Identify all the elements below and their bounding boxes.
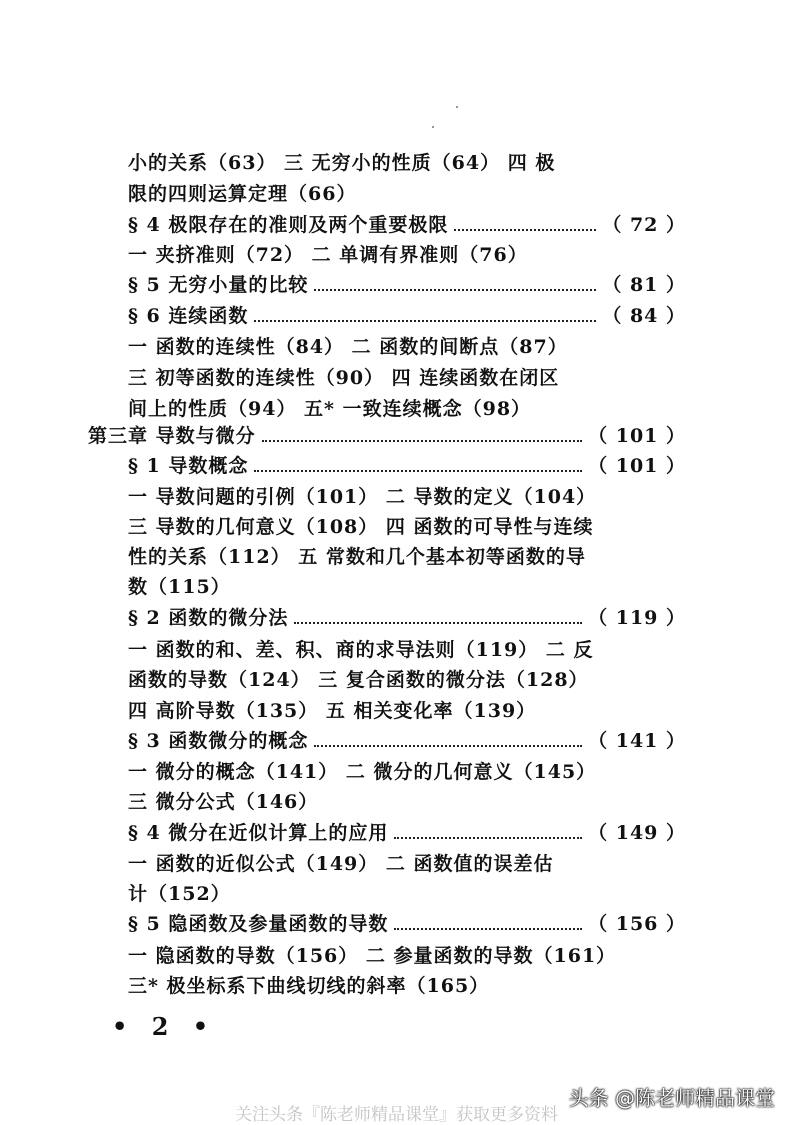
toc-entry-section (128, 606, 686, 630)
toc-entry-section (128, 454, 686, 478)
dot-leader (294, 622, 582, 624)
dot-leader (254, 320, 596, 322)
toc-text-line: 一 函数的连续性（84） 二 函数的间断点（87） (128, 336, 568, 358)
toc-entry-page: （ 119 ） (588, 607, 686, 629)
toc-entry-page: （ 156 ） (588, 913, 686, 935)
toc-text-line: 三 微分公式（146） (128, 791, 319, 813)
toc-text-line: 计（152） (128, 883, 231, 905)
dot-leader (262, 440, 582, 442)
toc-text-line: 三* 极坐标系下曲线切线的斜率（165） (128, 975, 490, 997)
toc-entry-label: § 2 函数的微分法 (128, 607, 289, 629)
toc-text-line: 一 函数的近似公式（149） 二 函数值的误差估 (128, 853, 554, 875)
dot-leader (394, 928, 582, 930)
dot-leader (454, 229, 596, 231)
dot-leader (314, 289, 596, 291)
toc-text-line: 一 隐函数的导数（156） 二 参量函数的导数（161） (128, 945, 617, 967)
toc-text-line: 性的关系（112） 五 常数和几个基本初等函数的导 (128, 546, 586, 568)
toc-text-line: 限的四则运算定理（66） (128, 183, 357, 205)
toc-entry-label: § 4 极限存在的准则及两个重要极限 (128, 214, 449, 236)
toc-entry-label: 第三章 导数与微分 (88, 425, 256, 447)
toc-entry-page: （ 81 ） (602, 274, 686, 296)
toc-entry-label: § 5 隐函数及参量函数的导数 (128, 913, 389, 935)
toc-entry-section (128, 273, 686, 297)
toc-entry-label: § 5 无穷小量的比较 (128, 274, 309, 296)
toc-text-line: 三 初等函数的连续性（90） 四 连续函数在闭区 (128, 367, 560, 389)
toc-entry-label: § 3 函数微分的概念 (128, 730, 309, 752)
toc-entry-label: § 4 微分在近似计算上的应用 (128, 822, 389, 844)
toc-entry-section (128, 912, 686, 936)
watermark: 头条 @陈老师精品课堂 (568, 1086, 775, 1110)
toc-text-line: 三 导数的几何意义（108） 四 函数的可导性与连续 (128, 516, 594, 538)
toc-entry-section (128, 729, 686, 753)
toc-entry-label: § 6 连续函数 (128, 305, 249, 327)
toc-text-line: 一 导数问题的引例（101） 二 导数的定义（104） (128, 486, 597, 508)
dot-leader (314, 745, 582, 747)
toc-text-line: 一 函数的和、差、积、商的求导法则（119） 二 反 (128, 639, 594, 661)
dot-leader (394, 837, 582, 839)
toc-entry-section (128, 213, 686, 237)
toc-text-line: 函数的导数（124） 三 复合函数的微分法（128） (128, 669, 589, 691)
scan-speck (432, 126, 434, 128)
toc-entry-section (128, 821, 686, 845)
toc-entry-page: （ 72 ） (602, 214, 686, 236)
toc-text-line: 一 微分的概念（141） 二 微分的几何意义（145） (128, 761, 597, 783)
toc-text-line: 数（115） (128, 576, 231, 598)
toc-text-line: 一 夹挤准则（72） 二 单调有界准则（76） (128, 244, 528, 266)
toc-entry-page: （ 149 ） (588, 822, 686, 844)
toc-entry-page: （ 84 ） (602, 305, 686, 327)
toc-entry-section (128, 304, 686, 328)
toc-entry-page: （ 101 ） (588, 455, 686, 477)
toc-text-line: 小的关系（63） 三 无穷小的性质（64） 四 极 (128, 152, 556, 174)
dot-leader (254, 470, 582, 472)
page-number: • 2 • (112, 1012, 217, 1041)
scan-speck (456, 106, 458, 108)
toc-entry-page: （ 101 ） (588, 425, 686, 447)
footer-caption: 关注头条『陈老师精品课堂』获取更多资料 (235, 1105, 558, 1125)
toc-entry-chapter (88, 424, 686, 448)
toc-text-line: 间上的性质（94） 五* 一致连续概念（98） (128, 398, 532, 420)
toc-entry-page: （ 141 ） (588, 730, 686, 752)
toc-text-line: 四 高阶导数（135） 五 相关变化率（139） (128, 700, 537, 722)
toc-entry-label: § 1 导数概念 (128, 455, 249, 477)
